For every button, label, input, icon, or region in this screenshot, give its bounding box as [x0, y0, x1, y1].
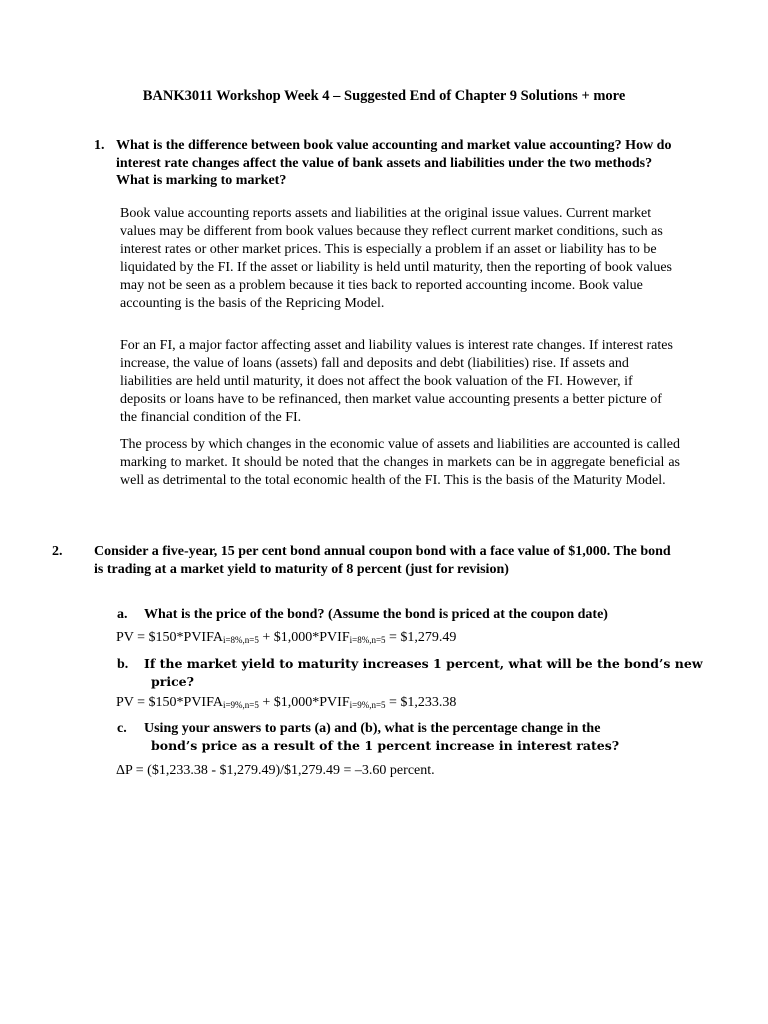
formula-b-middle: + $1,000*PVIF	[258, 695, 350, 710]
formula-b-subscript-1: i=9%,n=5	[222, 700, 259, 710]
q2-part-a-formula	[116, 630, 456, 646]
formula-a-middle: + $1,000*PVIF	[258, 630, 350, 645]
q2-part-b-formula	[116, 695, 456, 711]
q2-part-b-label: b.	[117, 657, 129, 672]
q2-part-c-answer: ΔP = ($1,233.38 - $1,279.49)/$1,279.49 = –3.60 percent.	[116, 763, 435, 778]
q2-part-c-text-line-2: bond’s price as a result of the 1 percent increase in interest rates?	[151, 738, 620, 753]
question-1-number: 1.	[94, 138, 105, 153]
q2-part-a-question	[117, 606, 608, 623]
formula-a-pv: PV = $150*PVIFA	[116, 630, 223, 645]
q1-answer-paragraph-3: The process by which changes in the economic value of assets and liabilities are accounted is called marking to market. It should be noted that the changes in markets can be in aggregate beneficial as well as detrimental to the total economic health of the FI. This is the basis of the Maturity Model.	[120, 437, 680, 488]
formula-b-pv: PV = $150*PVIFA	[116, 695, 223, 710]
formula-b-subscript-2: i=9%,n=5	[349, 700, 386, 710]
q2-part-c-text-line-1: Using your answers to parts (a) and (b), what is the percentage change in the	[144, 721, 601, 736]
formula-a-subscript-2: i=8%,n=5	[349, 635, 386, 645]
q2-part-b-question	[117, 655, 703, 690]
formula-a-subscript-1: i=8%,n=5	[222, 635, 259, 645]
q2-part-c-question	[117, 720, 619, 754]
q2-part-a-text: What is the price of the bond? (Assume the bond is priced at the coupon date)	[144, 607, 608, 622]
question-2-number: 2.	[52, 544, 63, 559]
q2-part-a-label: a.	[117, 607, 128, 622]
formula-a-result: = $1,279.49	[385, 630, 457, 645]
q2-part-c-label: c.	[117, 721, 127, 736]
question-1-text: What is the difference between book value accounting and market value accounting? How do interest rate changes affect the value of bank assets and liabilities under the two methods? What is marking to market?	[116, 138, 672, 188]
formula-b-result: = $1,233.38	[385, 695, 457, 710]
q1-answer-paragraph-2: For an FI, a major factor affecting asset and liability values is interest rate changes. If interest rates increase, the value of loans (assets) fall and deposits and debt (liabilities) rise. If assets and liabilities are held until maturity, it does not affect the book valuation of the FI. However, if deposits or loans have to be refinanced, then market value accounting presents a better picture of the financial condition of the FI.	[120, 338, 673, 425]
question-2-text: Consider a five-year, 15 per cent bond annual coupon bond with a face value of $1,000. The bond is trading at a market yield to maturity of 8 percent (just for revision)	[94, 544, 671, 577]
q2-part-b-text-line-1: If the market yield to maturity increases 1 percent, what will be the bond’s new	[144, 656, 703, 671]
q2-part-b-text-line-2: price?	[151, 674, 194, 689]
q1-answer-paragraph-1: Book value accounting reports assets and liabilities at the original issue values. Current market values may be different from book values because they reflect current market conditions, such as interest rates or other market prices. This is especially a problem if an asset or liability has to be liquidated by the FI. If the asset or liability is held until maturity, then the reporting of book values may not be seen as a problem because it ties back to reported accounting income. Book value accounting is the basis of the Repricing Model.	[120, 206, 672, 311]
page-title: BANK3011 Workshop Week 4 – Suggested End of Chapter 9 Solutions + more	[142, 88, 626, 104]
